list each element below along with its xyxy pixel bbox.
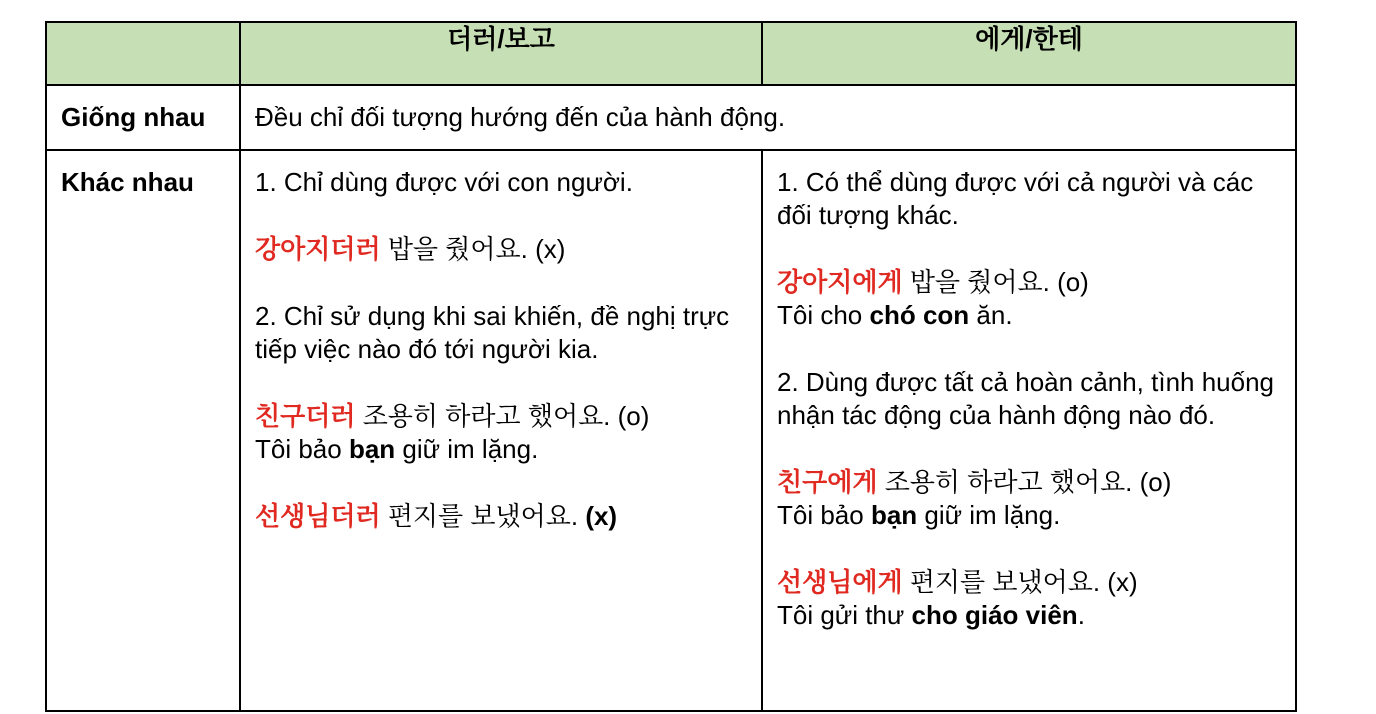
example-text: 밥을 줬어요. (o) <box>902 267 1089 297</box>
example-mark: (x) <box>585 501 618 531</box>
header-row <box>46 22 1296 85</box>
header-empty-cell <box>46 22 240 85</box>
differences-ege-cell <box>762 150 1296 711</box>
korean-highlight: 친구더러 <box>255 401 356 431</box>
header-col-deoreo: 더러/보고 <box>240 22 762 85</box>
example-text: 편지를 보냈어요. (x) <box>902 567 1138 597</box>
deoreo-point-1: 1. Chỉ dùng được với con người. <box>255 167 633 197</box>
ege-example-3 <box>777 566 1281 632</box>
vietnamese-translation: Tôi gửi thư cho giáo viên. <box>777 600 1085 630</box>
example-text: 조용히 하라고 했어요. (o) <box>355 401 650 431</box>
deoreo-example-3 <box>255 500 747 533</box>
korean-highlight: 강아지더러 <box>255 234 381 264</box>
example-text: 조용히 하라고 했어요. (o) <box>877 467 1172 497</box>
vietnamese-translation: Tôi cho chó con ăn. <box>777 300 1013 330</box>
vietnamese-translation: Tôi bảo bạn giữ im lặng. <box>777 500 1061 530</box>
row-label-differences: Khác nhau <box>46 150 240 711</box>
example-text: 밥을 줬어요. (x) <box>380 234 566 264</box>
example-text: 편지를 보냈어요. <box>380 501 586 531</box>
korean-highlight: 선생님에게 <box>777 567 903 597</box>
row-differences <box>46 150 1296 711</box>
korean-highlight: 친구에게 <box>777 467 878 497</box>
comparison-table <box>45 21 1297 712</box>
ege-point-1: 1. Có thể dùng được với cả người và các đối tượng khác. <box>777 167 1254 230</box>
deoreo-example-1 <box>255 233 747 266</box>
ege-point-2: 2. Dùng được tất cả hoàn cảnh, tình huống nhận tác động của hành động nào đó. <box>777 367 1275 430</box>
ege-example-1 <box>777 266 1281 332</box>
row-similarities <box>46 85 1296 150</box>
ege-example-2 <box>777 466 1281 532</box>
differences-deoreo-cell <box>240 150 762 711</box>
similarities-text: Đều chỉ đối tượng hướng đến của hành động. <box>240 85 1296 150</box>
row-label-similarities: Giống nhau <box>46 85 240 150</box>
korean-highlight: 강아지에게 <box>777 267 903 297</box>
deoreo-point-2: 2. Chỉ sử dụng khi sai khiến, đề nghị trực tiếp việc nào đó tới người kia. <box>255 301 730 364</box>
deoreo-example-2 <box>255 400 747 466</box>
korean-highlight: 선생님더러 <box>255 501 381 531</box>
vietnamese-translation: Tôi bảo bạn giữ im lặng. <box>255 434 539 464</box>
header-col-ege: 에게/한테 <box>762 22 1296 85</box>
